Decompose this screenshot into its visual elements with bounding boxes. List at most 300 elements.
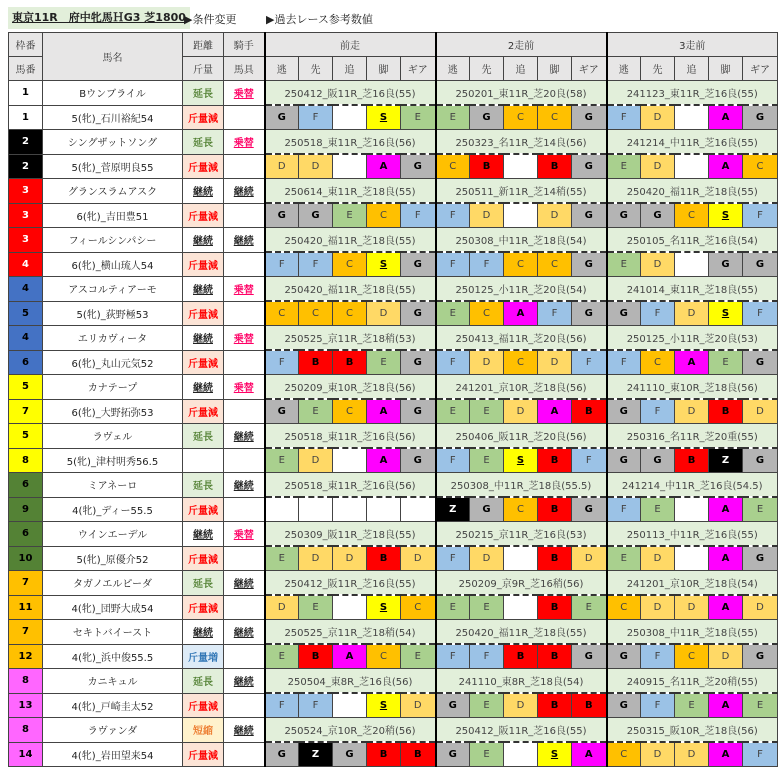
grade-cell: E xyxy=(401,105,436,130)
grade-cell: G xyxy=(470,105,504,130)
grade-cell: G xyxy=(743,644,778,669)
horse-number: 9 xyxy=(9,497,43,522)
grade-cell: C xyxy=(333,252,367,277)
grade-cell xyxy=(333,154,367,179)
grade-cell: Z xyxy=(299,742,333,767)
race-info-2[interactable]: 250308_中11R_芝18良(55.5) xyxy=(436,473,607,498)
race-info-3[interactable]: 250113_中11R_芝16良(55) xyxy=(607,522,778,547)
grade-cell: E xyxy=(470,693,504,718)
grade-cell: G xyxy=(572,154,607,179)
race-info-3[interactable]: 240915_名11R_芝20稍(55) xyxy=(607,669,778,694)
grade-cell: F xyxy=(299,693,333,718)
horse-row xyxy=(9,81,778,106)
weight-badge: 斤量減 xyxy=(183,742,224,767)
grade-cell: S xyxy=(367,693,401,718)
grade-cell: B xyxy=(538,448,572,473)
grade-cell: D xyxy=(641,595,675,620)
grade-cell: A xyxy=(538,399,572,424)
col-header-sub: 追 xyxy=(333,57,367,81)
col-header-sub: 脚 xyxy=(709,57,743,81)
col-header-frame: 枠番 xyxy=(9,33,43,57)
col-header-sub: 逃 xyxy=(265,57,299,81)
col-header-sub: 脚 xyxy=(367,57,401,81)
grade-cell xyxy=(299,497,333,522)
race-info-3[interactable]: 241214_中11R_芝16良(54.5) xyxy=(607,473,778,498)
grade-cell: E xyxy=(436,399,470,424)
grade-cell: F xyxy=(607,105,641,130)
race-info-1[interactable]: 250524_京10R_芝20稍(56) xyxy=(265,718,436,743)
grade-cell: G xyxy=(299,203,333,228)
weight-badge: 斤量減 xyxy=(183,301,224,326)
grade-cell: F xyxy=(436,252,470,277)
race-info-3[interactable]: 241201_京10R_芝18良(54) xyxy=(607,571,778,596)
horse-name[interactable]: ラヴェル xyxy=(43,424,183,449)
horse-row xyxy=(9,179,778,204)
grade-cell xyxy=(675,105,709,130)
horse-row xyxy=(9,718,778,743)
col-header-sub: 追 xyxy=(675,57,709,81)
grade-cell: G xyxy=(265,399,299,424)
grade-cell: G xyxy=(401,448,436,473)
grade-cell: B xyxy=(538,693,572,718)
grade-cell: G xyxy=(641,203,675,228)
grade-cell xyxy=(333,448,367,473)
race-info-1[interactable]: 250518_東11R_芝16良(56) xyxy=(265,424,436,449)
distance-badge: 継続 xyxy=(183,620,224,645)
grade-cell: G xyxy=(607,399,641,424)
grade-cell: Z xyxy=(709,448,743,473)
race-info-3[interactable]: 241214_中11R_芝16良(55) xyxy=(607,130,778,155)
race-info-2[interactable]: 250215_京11R_芝16良(53) xyxy=(436,522,607,547)
frame-number: 5 xyxy=(9,375,43,400)
race-info-2[interactable]: 241201_京10R_芝18良(56) xyxy=(436,375,607,400)
grade-cell: C xyxy=(265,301,299,326)
grade-cell: B xyxy=(538,595,572,620)
grade-cell: S xyxy=(504,448,538,473)
race-info-1[interactable]: 250420_福11R_芝18良(55) xyxy=(265,228,436,253)
horse-row-detail xyxy=(9,399,778,424)
frame-number: 6 xyxy=(9,473,43,498)
grade-cell: C xyxy=(299,301,333,326)
grade-cell: F xyxy=(538,301,572,326)
grade-cell: D xyxy=(265,154,299,179)
horse-row xyxy=(9,620,778,645)
grade-cell: A xyxy=(333,644,367,669)
weight-badge: 斤量減 xyxy=(183,546,224,571)
grade-cell: G xyxy=(641,448,675,473)
grade-cell: C xyxy=(675,644,709,669)
grade-cell: G xyxy=(401,301,436,326)
race-info-1[interactable]: 250420_福11R_芝18良(55) xyxy=(265,277,436,302)
distance-badge: 延長 xyxy=(183,473,224,498)
grade-cell: C xyxy=(333,399,367,424)
grade-cell: F xyxy=(299,252,333,277)
past-race-reference-link[interactable]: ▶過去レース参考数値 xyxy=(266,13,373,26)
horse-name[interactable]: セキトバイースト xyxy=(43,620,183,645)
grade-cell: G xyxy=(265,203,299,228)
horse-info: 4(牝)_岩田望来54 xyxy=(43,742,183,767)
col-header-sub: 逃 xyxy=(436,57,470,81)
race-info-1[interactable]: 250614_東11R_芝18良(55) xyxy=(265,179,436,204)
grade-cell: G xyxy=(607,448,641,473)
horse-info: 5(牝)_荻野極53 xyxy=(43,301,183,326)
grade-cell: D xyxy=(401,693,436,718)
grade-cell: E xyxy=(572,595,607,620)
grade-cell: E xyxy=(607,154,641,179)
grade-cell: C xyxy=(641,350,675,375)
distance-badge: 短縮 xyxy=(183,718,224,743)
grade-cell: E xyxy=(743,693,778,718)
horse-info: 6(牝)_吉田豊51 xyxy=(43,203,183,228)
grade-cell: F xyxy=(265,693,299,718)
top-bar xyxy=(0,0,780,32)
grade-cell: G xyxy=(265,742,299,767)
grade-cell: G xyxy=(743,546,778,571)
grade-cell: E xyxy=(367,350,401,375)
grade-cell: B xyxy=(572,399,607,424)
horse-name[interactable]: ウインエーデル xyxy=(43,522,183,547)
col-header-race-1: 前走 xyxy=(265,33,436,57)
horse-info: 5(牝)_石川裕紀54 xyxy=(43,105,183,130)
weight-badge: 斤量減 xyxy=(183,350,224,375)
gear-badge xyxy=(224,693,265,718)
col-header-sub: 脚 xyxy=(538,57,572,81)
grade-cell: E xyxy=(607,252,641,277)
col-header-horse: 馬名 xyxy=(43,33,183,81)
col-header-number: 馬番 xyxy=(9,57,43,81)
grade-cell: G xyxy=(333,742,367,767)
grade-cell: F xyxy=(436,203,470,228)
frame-number: 7 xyxy=(9,620,43,645)
weight-badge: 斤量減 xyxy=(183,252,224,277)
horse-row-detail xyxy=(9,350,778,375)
grade-cell: E xyxy=(470,742,504,767)
grade-cell: D xyxy=(641,105,675,130)
grade-cell: E xyxy=(675,693,709,718)
grade-cell xyxy=(675,154,709,179)
grade-cell: C xyxy=(607,595,641,620)
horse-name[interactable]: タガノエルピーダ xyxy=(43,571,183,596)
grade-cell: C xyxy=(367,203,401,228)
jockey-badge[interactable]: 継続 xyxy=(224,620,265,645)
race-info-1[interactable]: 250412_阪11R_芝16良(55) xyxy=(265,571,436,596)
distance-badge: 継続 xyxy=(183,228,224,253)
grade-cell: F xyxy=(641,301,675,326)
jockey-badge[interactable]: 継続 xyxy=(224,473,265,498)
horse-info: 4(牝)_ディー55.5 xyxy=(43,497,183,522)
grade-cell: A xyxy=(709,546,743,571)
grade-cell xyxy=(504,546,538,571)
race-info-3[interactable]: 250420_福11R_芝18良(55) xyxy=(607,179,778,204)
horse-number: 3 xyxy=(9,203,43,228)
change-conditions-link[interactable]: ▶条件変更 xyxy=(184,13,237,26)
grade-cell xyxy=(504,595,538,620)
jockey-badge[interactable]: 継続 xyxy=(224,718,265,743)
horse-info: 6(牝)_大野拓弥53 xyxy=(43,399,183,424)
race-info-3[interactable]: 241123_東11R_芝16良(55) xyxy=(607,81,778,106)
grade-cell: C xyxy=(436,154,470,179)
gear-badge xyxy=(224,252,265,277)
race-info-2[interactable]: 250323_名11R_芝14良(56) xyxy=(436,130,607,155)
grade-cell: E xyxy=(641,497,675,522)
grade-cell: D xyxy=(299,154,333,179)
race-info-1[interactable]: 250525_京11R_芝18稍(53) xyxy=(265,326,436,351)
grade-cell: E xyxy=(470,595,504,620)
jockey-badge[interactable]: 乗替 xyxy=(224,522,265,547)
horse-row-detail xyxy=(9,595,778,620)
grade-cell: S xyxy=(367,595,401,620)
race-info-1[interactable]: 250518_東11R_芝16良(56) xyxy=(265,473,436,498)
grade-cell: C xyxy=(607,742,641,767)
race-info-3[interactable]: 250125_小11R_芝20良(53) xyxy=(607,326,778,351)
race-info-2[interactable]: 250201_東11R_芝20良(58) xyxy=(436,81,607,106)
gear-badge xyxy=(224,546,265,571)
grade-cell: E xyxy=(299,399,333,424)
col-header-sub: 先 xyxy=(299,57,333,81)
horse-info: 6(牝)_横山琉人54 xyxy=(43,252,183,277)
horse-row-detail xyxy=(9,644,778,669)
horse-row-detail xyxy=(9,693,778,718)
horse-row xyxy=(9,375,778,400)
horse-number: 8 xyxy=(9,448,43,473)
grade-cell: D xyxy=(743,595,778,620)
horse-name[interactable]: グランスラムアスク xyxy=(43,179,183,204)
weight-badge: 斤量減 xyxy=(183,203,224,228)
grade-cell: B xyxy=(299,350,333,375)
horse-number: 2 xyxy=(9,154,43,179)
race-info-3[interactable]: 250316_名11R_芝20重(55) xyxy=(607,424,778,449)
grade-cell: D xyxy=(265,595,299,620)
distance-badge: 延長 xyxy=(183,669,224,694)
grade-cell: G xyxy=(401,350,436,375)
gear-badge xyxy=(224,742,265,767)
race-info-1[interactable]: 250525_京11R_芝18稍(54) xyxy=(265,620,436,645)
horse-name[interactable]: Bウンブライル xyxy=(43,81,183,106)
jockey-badge[interactable]: 継続 xyxy=(224,669,265,694)
horse-number: 13 xyxy=(9,693,43,718)
horse-row xyxy=(9,473,778,498)
horse-row xyxy=(9,571,778,596)
distance-badge: 継続 xyxy=(183,277,224,302)
grade-cell: S xyxy=(709,301,743,326)
grade-cell: E xyxy=(265,644,299,669)
grade-cell: E xyxy=(299,595,333,620)
jockey-badge[interactable]: 乗替 xyxy=(224,326,265,351)
grade-cell xyxy=(367,497,401,522)
grade-cell: G xyxy=(607,203,641,228)
grade-cell: D xyxy=(675,595,709,620)
frame-number: 2 xyxy=(9,130,43,155)
grade-cell: G xyxy=(572,105,607,130)
grade-cell: C xyxy=(470,301,504,326)
grade-cell: F xyxy=(641,693,675,718)
grade-cell: B xyxy=(367,742,401,767)
grade-cell: G xyxy=(265,105,299,130)
grade-cell: D xyxy=(299,546,333,571)
horse-name[interactable]: シングザットソング xyxy=(43,130,183,155)
grade-cell: G xyxy=(572,301,607,326)
grade-cell: A xyxy=(367,399,401,424)
horse-number: 11 xyxy=(9,595,43,620)
grade-cell: A xyxy=(367,448,401,473)
horse-row xyxy=(9,326,778,351)
race-info-2[interactable]: 250420_福11R_芝18良(55) xyxy=(436,620,607,645)
grade-cell: F xyxy=(743,203,778,228)
grade-cell: B xyxy=(470,154,504,179)
gear-badge xyxy=(224,350,265,375)
grade-cell: C xyxy=(743,154,778,179)
grade-cell: G xyxy=(607,301,641,326)
horse-table xyxy=(8,32,778,767)
gear-badge xyxy=(224,105,265,130)
horse-info: 6(牝)_丸山元気52 xyxy=(43,350,183,375)
grade-cell: A xyxy=(709,154,743,179)
grade-cell: D xyxy=(675,742,709,767)
horse-row-detail xyxy=(9,301,778,326)
col-header-sub: 先 xyxy=(470,57,504,81)
race-info-2[interactable]: 250209_京9R_芝16稍(56) xyxy=(436,571,607,596)
weight-badge: 斤量増 xyxy=(183,644,224,669)
grade-cell: B xyxy=(299,644,333,669)
grade-cell: G xyxy=(470,497,504,522)
gear-badge xyxy=(224,644,265,669)
grade-cell: B xyxy=(675,448,709,473)
col-header-sub: ギア xyxy=(401,57,436,81)
col-header-jockey: 騎手 xyxy=(224,33,265,57)
grade-cell: G xyxy=(436,693,470,718)
horse-name[interactable]: フィールシンパシー xyxy=(43,228,183,253)
col-header-distance: 距離 xyxy=(183,33,224,57)
weight-badge: 斤量減 xyxy=(183,154,224,179)
frame-number: 8 xyxy=(9,669,43,694)
gear-badge xyxy=(224,595,265,620)
grade-cell: G xyxy=(607,644,641,669)
race-title[interactable]: 東京11R 府中牝馬ＨG3 芝1800 xyxy=(8,7,190,29)
horse-name[interactable]: ミアネーロ xyxy=(43,473,183,498)
jockey-badge[interactable]: 乗替 xyxy=(224,277,265,302)
grade-cell: S xyxy=(709,203,743,228)
grade-cell: F xyxy=(572,448,607,473)
race-info-3[interactable]: 241110_東10R_芝18良(56) xyxy=(607,375,778,400)
horse-name[interactable]: エリカヴィータ xyxy=(43,326,183,351)
horse-number: 14 xyxy=(9,742,43,767)
race-info-2[interactable]: 250308_中11R_芝18良(54) xyxy=(436,228,607,253)
jockey-badge[interactable]: 乗替 xyxy=(224,375,265,400)
grade-cell: D xyxy=(504,399,538,424)
frame-number: 7 xyxy=(9,571,43,596)
grade-cell: C xyxy=(504,350,538,375)
grade-cell: G xyxy=(572,203,607,228)
grade-cell: G xyxy=(572,497,607,522)
horse-name[interactable]: アスコルティアーモ xyxy=(43,277,183,302)
race-info-2[interactable]: 250511_新11R_芝14稍(55) xyxy=(436,179,607,204)
jockey-badge[interactable]: 乗替 xyxy=(224,81,265,106)
distance-badge: 延長 xyxy=(183,130,224,155)
col-header-sub: 逃 xyxy=(607,57,641,81)
jockey-badge[interactable]: 継続 xyxy=(224,228,265,253)
race-info-3[interactable]: 250105_名11R_芝16良(54) xyxy=(607,228,778,253)
grade-cell: F xyxy=(401,203,436,228)
race-info-3[interactable]: 250315_阪10R_芝18良(56) xyxy=(607,718,778,743)
horse-row-detail xyxy=(9,742,778,767)
grade-cell: F xyxy=(436,546,470,571)
grade-cell: D xyxy=(538,350,572,375)
horse-row-detail xyxy=(9,105,778,130)
race-info-2[interactable]: 241110_東8R_芝18良(54) xyxy=(436,669,607,694)
jockey-badge[interactable]: 継続 xyxy=(224,179,265,204)
jockey-badge[interactable]: 乗替 xyxy=(224,130,265,155)
horse-name[interactable]: ラヴァンダ xyxy=(43,718,183,743)
grade-cell xyxy=(333,497,367,522)
race-info-2[interactable]: 250125_小11R_芝20良(54) xyxy=(436,277,607,302)
grade-cell: E xyxy=(436,105,470,130)
frame-number: 1 xyxy=(9,81,43,106)
race-info-1[interactable]: 250309_阪11R_芝18良(55) xyxy=(265,522,436,547)
grade-cell: C xyxy=(504,497,538,522)
grade-cell: D xyxy=(470,350,504,375)
horse-info: 5(牝)_原優介52 xyxy=(43,546,183,571)
col-header-weight: 斤量 xyxy=(183,57,224,81)
grade-cell: Z xyxy=(436,497,470,522)
gear-badge xyxy=(224,301,265,326)
race-info-3[interactable]: 250308_中11R_芝18良(55) xyxy=(607,620,778,645)
horse-number: 10 xyxy=(9,546,43,571)
grade-cell: D xyxy=(641,252,675,277)
grade-cell xyxy=(675,497,709,522)
grade-cell: C xyxy=(675,203,709,228)
grade-cell: G xyxy=(401,154,436,179)
grade-cell: D xyxy=(709,644,743,669)
grade-cell: F xyxy=(641,399,675,424)
grade-cell: C xyxy=(401,595,436,620)
race-info-1[interactable]: 250518_東11R_芝16良(56) xyxy=(265,130,436,155)
horse-row xyxy=(9,522,778,547)
grade-cell: G xyxy=(743,448,778,473)
grade-cell: D xyxy=(641,546,675,571)
horse-row xyxy=(9,277,778,302)
grade-cell: F xyxy=(265,350,299,375)
race-info-1[interactable]: 250412_阪11R_芝16良(55) xyxy=(265,81,436,106)
jockey-badge[interactable]: 継続 xyxy=(224,424,265,449)
race-info-1[interactable]: 250209_東10R_芝18良(56) xyxy=(265,375,436,400)
horse-row-detail xyxy=(9,497,778,522)
horse-name[interactable]: カナテープ xyxy=(43,375,183,400)
grade-cell: C xyxy=(538,105,572,130)
race-info-2[interactable]: 250413_福11R_芝20良(56) xyxy=(436,326,607,351)
grade-cell: G xyxy=(743,252,778,277)
grade-cell: E xyxy=(470,448,504,473)
horse-number: 6 xyxy=(9,350,43,375)
weight-badge: 斤量減 xyxy=(183,595,224,620)
race-info-1[interactable]: 250504_東8R_芝16良(56) xyxy=(265,669,436,694)
weight-badge: 斤量減 xyxy=(183,693,224,718)
horse-name[interactable]: カニキュル xyxy=(43,669,183,694)
grade-cell: E xyxy=(436,595,470,620)
grade-cell: G xyxy=(401,252,436,277)
race-info-2[interactable]: 250412_阪11R_芝16良(55) xyxy=(436,718,607,743)
race-info-2[interactable]: 250406_阪11R_芝20良(56) xyxy=(436,424,607,449)
horse-row xyxy=(9,228,778,253)
jockey-badge[interactable]: 継続 xyxy=(224,571,265,596)
horse-row xyxy=(9,130,778,155)
grade-cell: D xyxy=(538,203,572,228)
race-info-3[interactable]: 241014_東11R_芝18良(55) xyxy=(607,277,778,302)
grade-cell: D xyxy=(299,448,333,473)
weight-badge: 斤量減 xyxy=(183,497,224,522)
grade-cell: B xyxy=(367,546,401,571)
grade-cell: B xyxy=(504,644,538,669)
gear-badge xyxy=(224,154,265,179)
